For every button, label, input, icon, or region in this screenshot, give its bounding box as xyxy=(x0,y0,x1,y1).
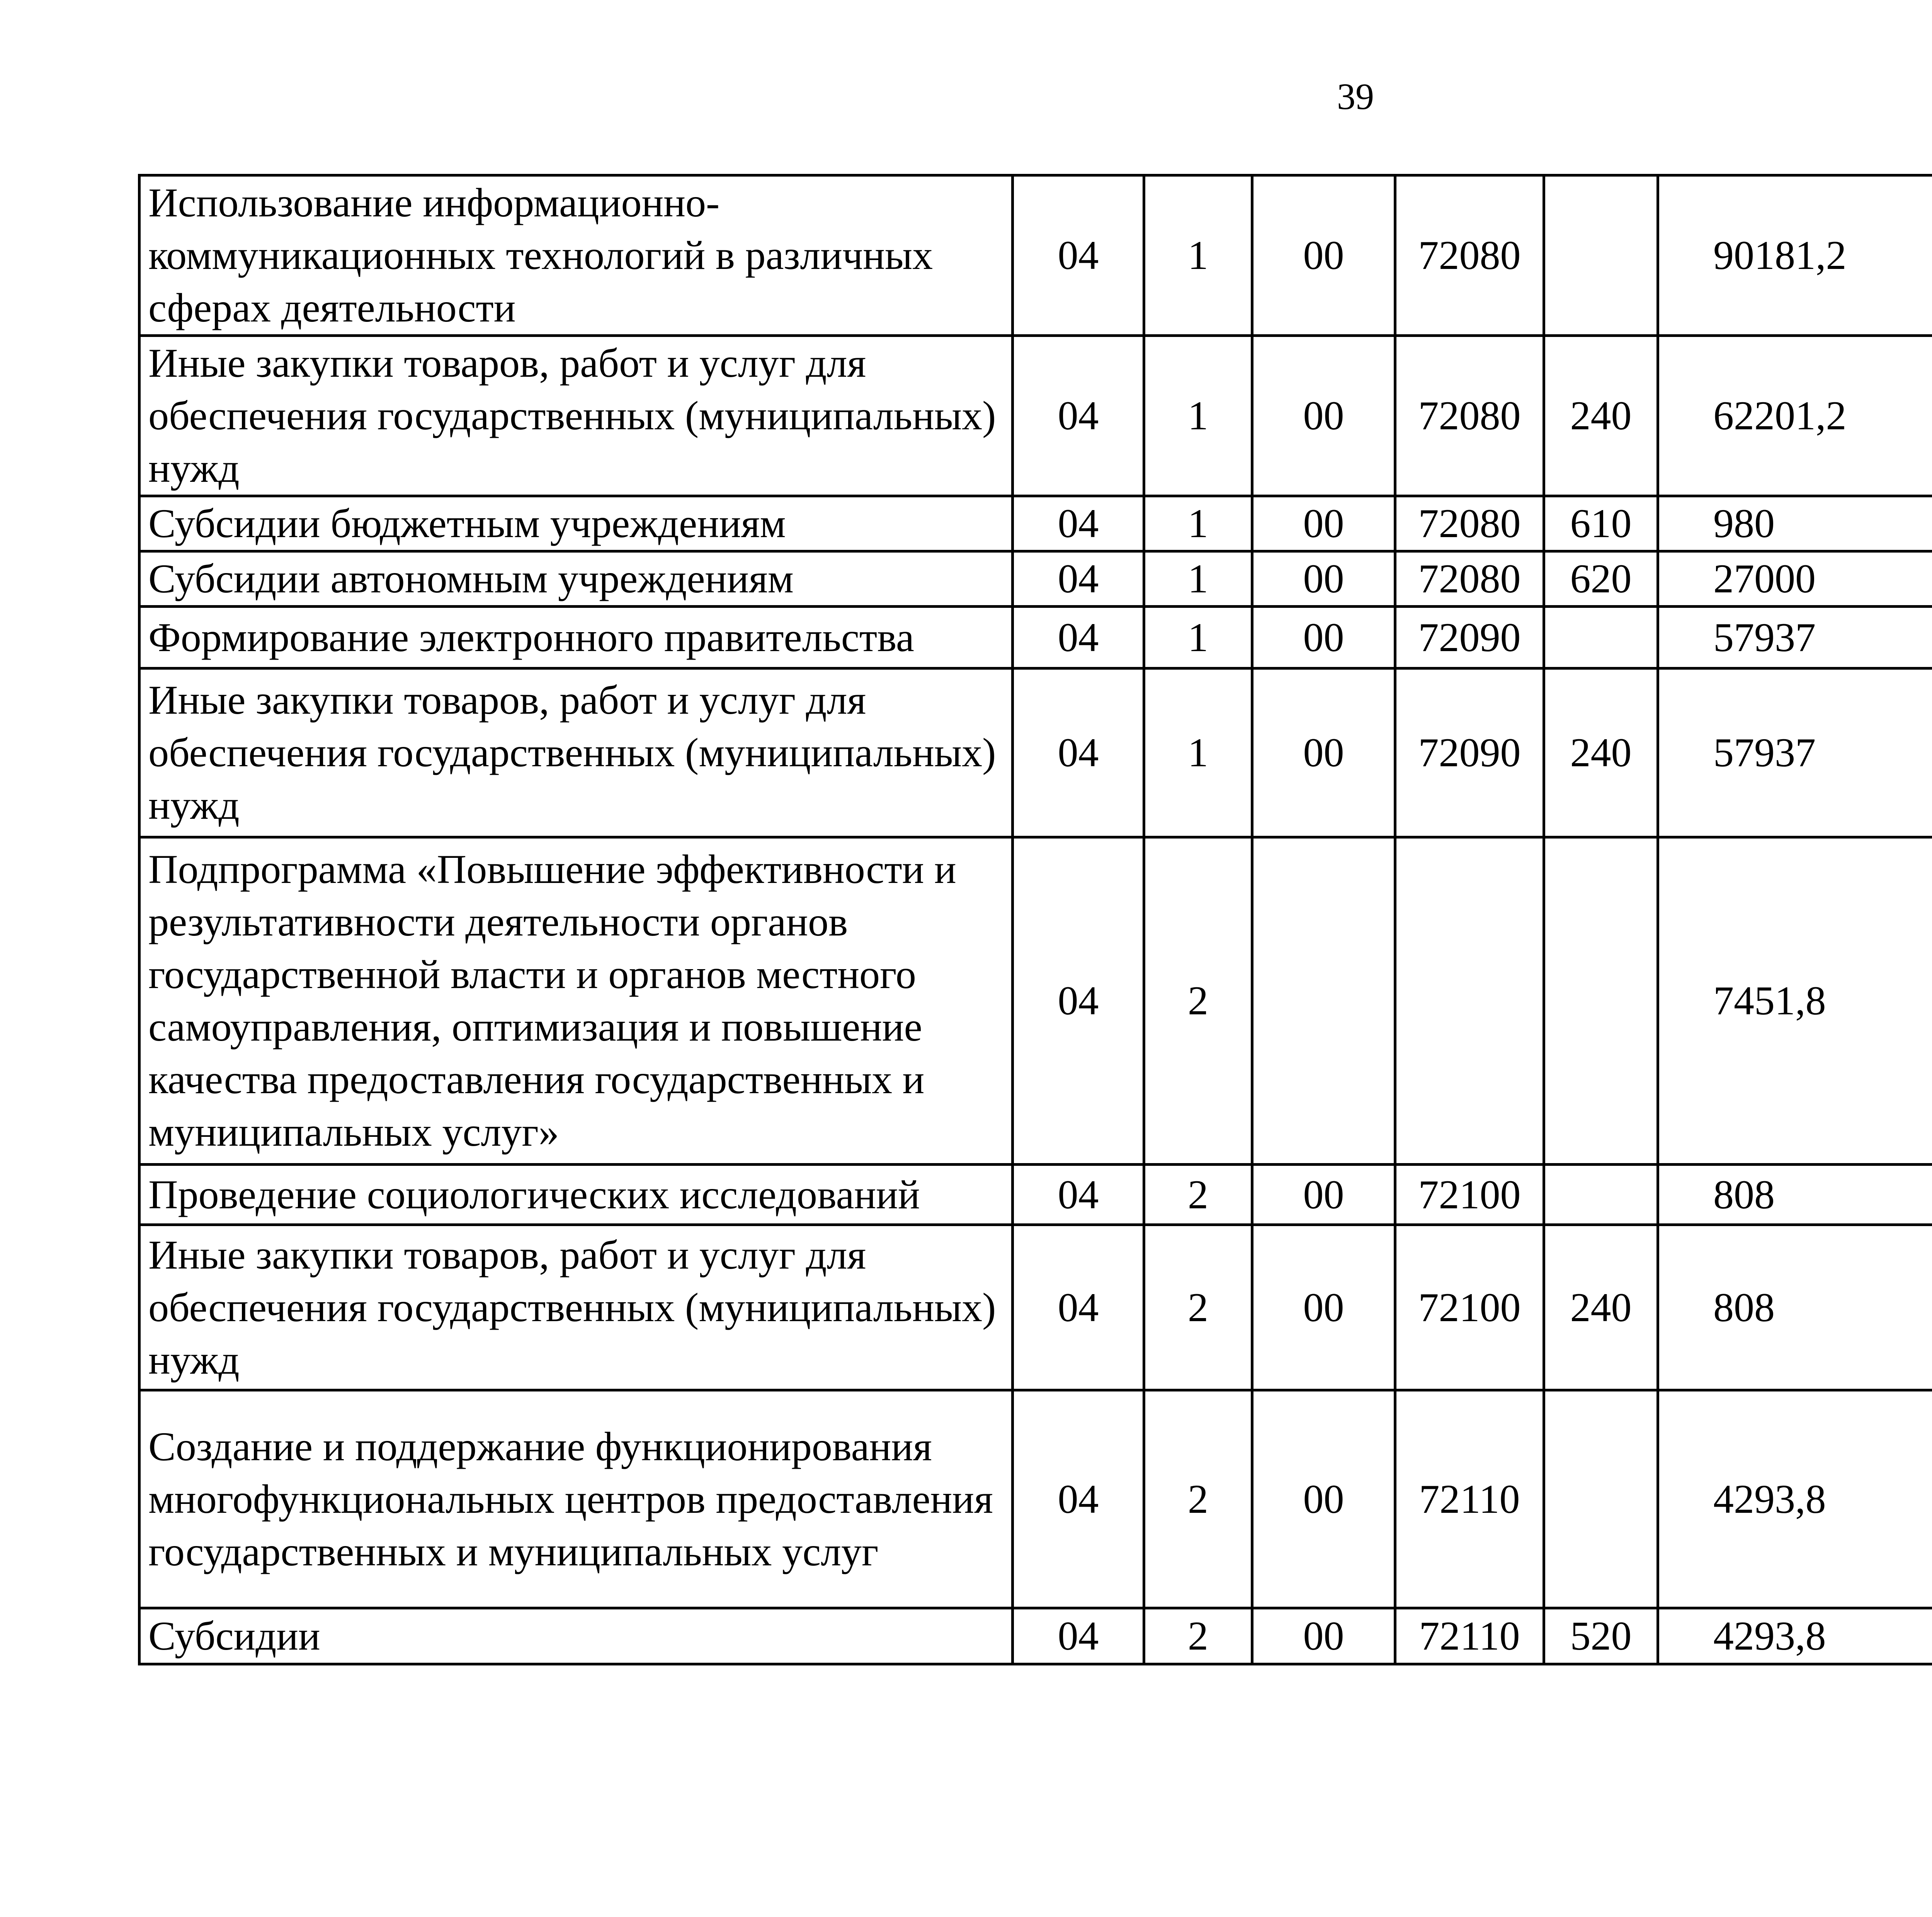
year1-amount-cell: 808 xyxy=(1658,1165,1932,1225)
expense-type-cell xyxy=(1544,837,1658,1165)
direction-cell: 72080 xyxy=(1395,551,1544,607)
section-cell: 04 xyxy=(1013,607,1144,668)
direction-cell: 72090 xyxy=(1395,607,1544,668)
year1-amount-cell: 62201,2 xyxy=(1658,336,1932,496)
year1-amount-cell: 57937 xyxy=(1658,668,1932,837)
direction-cell xyxy=(1395,837,1544,1165)
expense-type-cell: 240 xyxy=(1544,336,1658,496)
row-name-cell: Субсидии автономным учреждениям xyxy=(139,551,1013,607)
row-name-cell: Иные закупки товаров, работ и услуг для обеспечения государственных (муниципальных) нужд xyxy=(139,668,1013,837)
year1-amount-cell: 57937 xyxy=(1658,607,1932,668)
year1-amount-cell: 90181,2 xyxy=(1658,175,1932,336)
row-name-cell: Проведение социологических исследований xyxy=(139,1165,1013,1225)
year1-amount-cell: 7451,8 xyxy=(1658,837,1932,1165)
direction-cell: 72080 xyxy=(1395,336,1544,496)
program-cell: 2 xyxy=(1144,1608,1252,1664)
direction-cell: 72100 xyxy=(1395,1225,1544,1390)
row-name-cell: Субсидии бюджетным учреждениям xyxy=(139,496,1013,551)
program-cell: 1 xyxy=(1144,607,1252,668)
section-cell: 04 xyxy=(1013,837,1144,1165)
group-cell: 00 xyxy=(1252,496,1395,551)
direction-cell: 72080 xyxy=(1395,175,1544,336)
table-row xyxy=(139,607,1932,668)
year1-amount-cell: 4293,8 xyxy=(1658,1390,1932,1608)
direction-cell: 72110 xyxy=(1395,1608,1544,1664)
row-name-cell: Использование информационно-коммуникационных технологий в различных сферах деятельности xyxy=(139,175,1013,336)
program-cell: 1 xyxy=(1144,175,1252,336)
group-cell: 00 xyxy=(1252,336,1395,496)
section-cell: 04 xyxy=(1013,1608,1144,1664)
year1-amount-cell: 980 xyxy=(1658,496,1932,551)
table-row xyxy=(139,551,1932,607)
expense-type-cell: 610 xyxy=(1544,496,1658,551)
row-name-cell: Подпрограмма «Повышение эффективности и результативности деятельности органов государственной власти и органов местного самоуправления, оптимизация и повышение качества предоставления государственных и муниципальных услуг» xyxy=(139,837,1013,1165)
group-cell: 00 xyxy=(1252,1225,1395,1390)
year1-amount-cell: 27000 xyxy=(1658,551,1932,607)
table-row xyxy=(139,668,1932,837)
table-row xyxy=(139,1390,1932,1608)
program-cell: 2 xyxy=(1144,837,1252,1165)
program-cell: 1 xyxy=(1144,551,1252,607)
row-name-cell: Создание и поддержание функционирования многофункциональных центров предоставления государственных и муниципальных услуг xyxy=(139,1390,1013,1608)
group-cell: 00 xyxy=(1252,1608,1395,1664)
direction-cell: 72080 xyxy=(1395,496,1544,551)
section-cell: 04 xyxy=(1013,1225,1144,1390)
expense-type-cell xyxy=(1544,1390,1658,1608)
row-name-cell: Формирование электронного правительства xyxy=(139,607,1013,668)
table-row xyxy=(139,837,1932,1165)
group-cell: 00 xyxy=(1252,607,1395,668)
budget-table xyxy=(138,174,1932,1665)
section-cell: 04 xyxy=(1013,551,1144,607)
direction-cell: 72090 xyxy=(1395,668,1544,837)
program-cell: 2 xyxy=(1144,1225,1252,1390)
expense-type-cell: 520 xyxy=(1544,1608,1658,1664)
program-cell: 1 xyxy=(1144,668,1252,837)
group-cell: 00 xyxy=(1252,175,1395,336)
group-cell: 00 xyxy=(1252,551,1395,607)
section-cell: 04 xyxy=(1013,336,1144,496)
table-row xyxy=(139,496,1932,551)
section-cell: 04 xyxy=(1013,496,1144,551)
table-row xyxy=(139,1165,1932,1225)
page-number: 39 xyxy=(1337,76,1374,117)
expense-type-cell xyxy=(1544,175,1658,336)
table-row xyxy=(139,336,1932,496)
program-cell: 2 xyxy=(1144,1165,1252,1225)
expense-type-cell: 240 xyxy=(1544,668,1658,837)
direction-cell: 72100 xyxy=(1395,1165,1544,1225)
group-cell xyxy=(1252,837,1395,1165)
expense-type-cell xyxy=(1544,607,1658,668)
group-cell: 00 xyxy=(1252,1165,1395,1225)
expense-type-cell: 240 xyxy=(1544,1225,1658,1390)
section-cell: 04 xyxy=(1013,175,1144,336)
program-cell: 2 xyxy=(1144,1390,1252,1608)
group-cell: 00 xyxy=(1252,1390,1395,1608)
table-row xyxy=(139,1608,1932,1664)
program-cell: 1 xyxy=(1144,336,1252,496)
section-cell: 04 xyxy=(1013,668,1144,837)
program-cell: 1 xyxy=(1144,496,1252,551)
row-name-cell: Иные закупки товаров, работ и услуг для обеспечения государственных (муниципальных) нужд xyxy=(139,336,1013,496)
row-name-cell: Иные закупки товаров, работ и услуг для обеспечения государственных (муниципальных) нужд xyxy=(139,1225,1013,1390)
direction-cell: 72110 xyxy=(1395,1390,1544,1608)
group-cell: 00 xyxy=(1252,668,1395,837)
section-cell: 04 xyxy=(1013,1390,1144,1608)
expense-type-cell: 620 xyxy=(1544,551,1658,607)
year1-amount-cell: 4293,8 xyxy=(1658,1608,1932,1664)
row-name-cell: Субсидии xyxy=(139,1608,1013,1664)
year1-amount-cell: 808 xyxy=(1658,1225,1932,1390)
section-cell: 04 xyxy=(1013,1165,1144,1225)
table-row xyxy=(139,1225,1932,1390)
table-row xyxy=(139,175,1932,336)
expense-type-cell xyxy=(1544,1165,1658,1225)
